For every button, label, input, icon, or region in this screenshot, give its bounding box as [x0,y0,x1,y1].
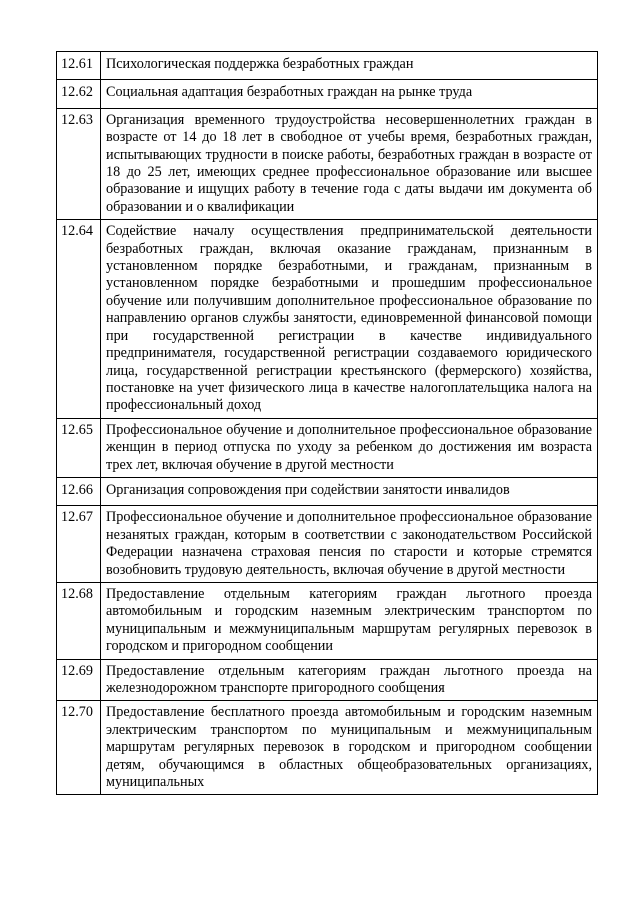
row-number: 12.61 [57,52,101,80]
row-number: 12.67 [57,506,101,583]
table-row [57,220,598,418]
row-text: Предоставление отдельным категориям граждан льготного проезда автомобильным и городским наземным электрическим транспортом по муниципальным и межмуниципальным маршрутам регулярных перевозок в городском и пригородном сообщении [101,582,598,659]
table-row [57,52,598,80]
table-row [57,659,598,701]
row-text: Организация сопровождения при содействии занятости инвалидов [101,477,598,505]
row-number: 12.63 [57,108,101,219]
row-number: 12.65 [57,418,101,477]
row-text: Профессиональное обучение и дополнительное профессиональное образование женщин в период отпуска по уходу за ребенком до достижения им возраста трех лет, включая обучение в другой местности [101,418,598,477]
table-row [57,582,598,659]
row-number: 12.69 [57,659,101,701]
table-row [57,506,598,583]
row-text: Предоставление бесплатного проезда автомобильным и городским наземным электрическим транспортом по муниципальным и межмуниципальным маршрутам регулярных перевозок в городском и пригородном сообщении детям, обучающимся в областных общеобразовательных организациях, муниципальных [101,701,598,795]
row-text: Профессиональное обучение и дополнительное профессиональное образование незанятых граждан, которым в соответствии с законодательством Российской Федерации назначена страховая пенсия по старости и которые стремятся возобновить трудовую деятельность, включая обучение в другой местности [101,506,598,583]
table-row [57,80,598,108]
row-number: 12.68 [57,582,101,659]
table-row [57,477,598,505]
table-row [57,701,598,795]
table-row [57,418,598,477]
row-number: 12.62 [57,80,101,108]
services-table [56,51,598,795]
row-text: Психологическая поддержка безработных граждан [101,52,598,80]
row-number: 12.64 [57,220,101,418]
row-text: Социальная адаптация безработных граждан на рынке труда [101,80,598,108]
row-number: 12.66 [57,477,101,505]
row-text: Предоставление отдельным категориям граждан льготного проезда на железнодорожном транспорте пригородного сообщения [101,659,598,701]
row-text: Организация временного трудоустройства несовершеннолетних граждан в возрасте от 14 до 18 лет в свободное от учебы время, безработных граждан, испытывающих трудности в поиске работы, безработных граждан в возрасте от 18 до 25 лет, имеющих среднее профессиональное образование или высшее образование и ищущих работу в течение года с даты выдачи им документа об образовании и о квалификации [101,108,598,219]
row-number: 12.70 [57,701,101,795]
row-text: Содействие началу осуществления предпринимательской деятельности безработных граждан, включая оказание гражданам, признанным в установленном порядке безработными, и гражданам, признанным в установленном порядке безработными и прошедшим профессиональное обучение или получившим дополнительное профессиональное образование по направлению органов службы занятости, единовременной финансовой помощи при государственной регистрации в качестве индивидуального предпринимателя, государственной регистрации создаваемого юридического лица, государственной регистрации крестьянского (фермерского) хозяйства, постановке на учет физического лица в качестве налогоплательщика налога на профессиональный доход [101,220,598,418]
table-row [57,108,598,219]
